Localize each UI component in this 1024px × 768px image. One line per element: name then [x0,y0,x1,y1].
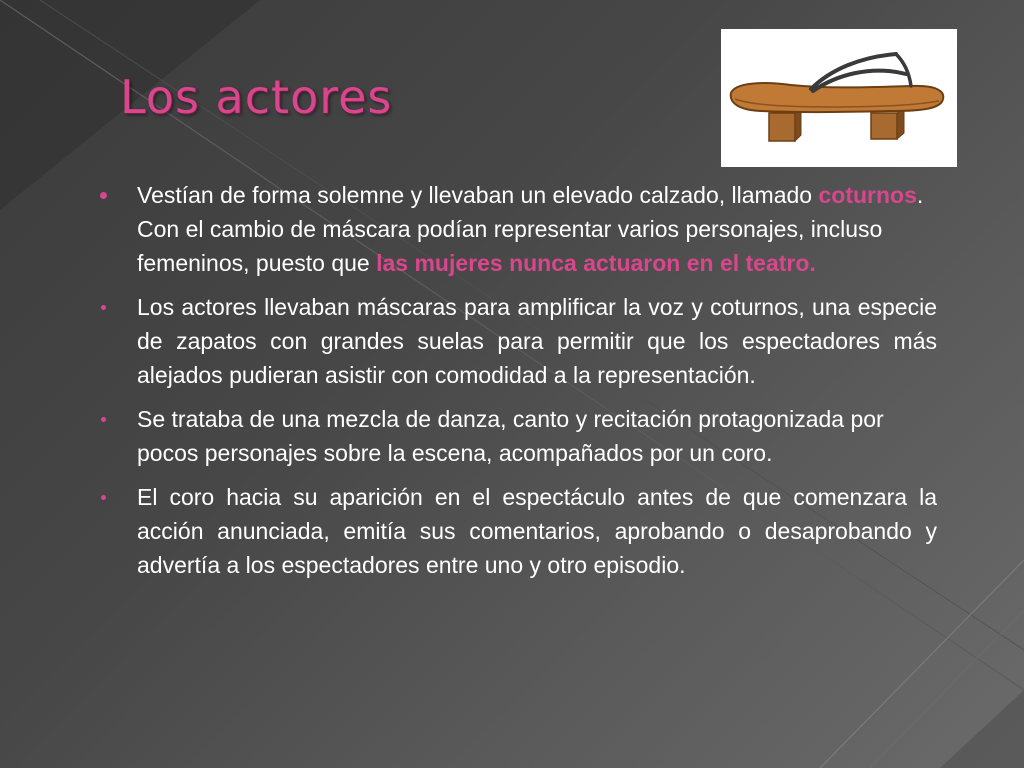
bullet-text-3: Se trataba de una mezcla de danza, canto y recitación protagonizada por pocos personajes sobre la escena, acompañados por un coro. [137,406,884,466]
bullet-icon [98,402,110,436]
slide-title: Los actores [120,70,393,124]
sandal-image [721,29,957,167]
highlight-mujeres: las mujeres nunca actuaron en el teatro. [376,250,816,276]
bullet-text-4: El coro hacia su aparición en el espectáculo antes de que comenzara la acción anunciada, emitía sus comentarios, aprobando o desaprobando y advertía a los espectadores entre uno y otro episodio. [137,484,937,578]
bullet-text-2: Los actores llevaban máscaras para amplificar la voz y coturnos, una especie de zapatos con grandes suelas para permitir que los espectadores más alejados pudieran asistir con comodidad a la representación. [137,294,937,388]
bullet-item-3 [95,402,937,470]
sandal-kothornos-icon [721,29,957,167]
bullet-item-1 [95,178,937,280]
bullet-item-2 [95,290,937,392]
bullet-text-1b: . Con el cambio de máscara podían representar varios personajes, incluso femeninos, puesto que [137,182,924,276]
bullet-icon [98,178,110,212]
bullet-icon [98,480,110,514]
highlight-coturnos: coturnos [818,182,917,208]
bullet-list [95,178,937,592]
bullet-text-1a: Vestían de forma solemne y llevaban un elevado calzado, llamado [137,182,819,208]
bullet-icon [98,290,110,324]
bullet-item-4 [95,480,937,582]
